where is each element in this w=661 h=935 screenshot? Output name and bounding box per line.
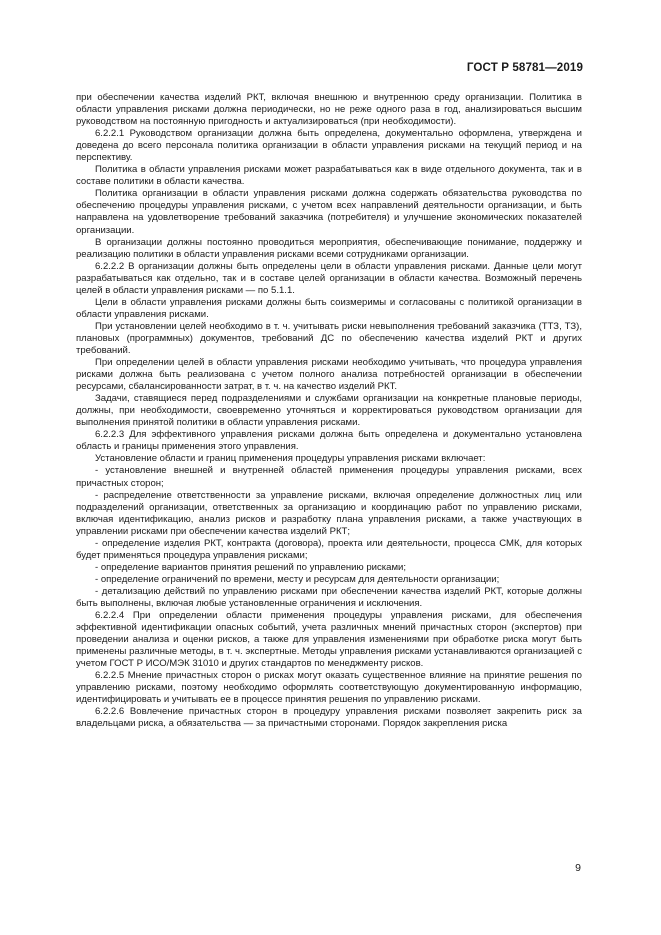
paragraph: Задачи, ставящиеся перед подразделениями и службами организации на конкретные плановые периоды, должны, при необходимости, своевременно уточняться и корректироваться руководством организации для выполнения принятой политики в области управления рисками. <box>76 393 582 429</box>
paragraph: при обеспечении качества изделий РКТ, включая внешнюю и внутреннюю среду организации. Политика в области управления рисками должна периодически, но не реже одного раза в год, анализироваться высшим руководством на постоянную пригодность и актуализироваться (при необходимости). <box>76 92 582 128</box>
list-item: - детализацию действий по управлению рисками при обеспечении качества изделий РКТ, которые должны быть выполнены, включая любые установленные ограничения и исключения. <box>76 585 582 609</box>
paragraph-6-2-2-1: 6.2.2.1 Руководством организации должна быть определена, документально оформлена, утверждена и доведена до всего персонала политика организации в области управления рисками на текущий период и на перспективу. <box>76 128 582 164</box>
paragraph: В организации должны постоянно проводиться мероприятия, обеспечивающие понимание, поддержку и реализацию политики в области управления рисками всеми сотрудниками организации. <box>76 236 582 260</box>
paragraph: Политика в области управления рисками может разрабатываться как в виде отдельного документа, так и в составе политики в области качества. <box>76 164 582 188</box>
paragraph-6-2-2-6: 6.2.2.6 Вовлечение причастных сторон в процедуру управления рисками позволяет закрепить риск за владельцами риска, а обязательства — за причастными сторонами. Порядок закрепления риска <box>76 706 582 730</box>
list-item: - определение вариантов принятия решений по управлению рисками; <box>95 561 406 573</box>
list-item: - установление внешней и внутренней областей применения процедуры управления рисками, всех причастных сторон; <box>76 465 582 489</box>
list-item: - определение ограничений по времени, месту и ресурсам для деятельности организации; <box>95 573 500 585</box>
paragraph: При определении целей в области управления рисками необходимо учитывать, что процедура управления рисками должна быть реализована с учетом полного анализа потребностей организации в обеспечении ресурсами, сбалансированности затрат, в т. ч. на качество изделий РКТ. <box>76 357 582 393</box>
paragraph-6-2-2-3: 6.2.2.3 Для эффективного управления рисками должна быть определена и документально установлена область и границы применения этого управления. <box>76 429 582 453</box>
paragraph: Политика организации в области управления рисками должна содержать обязательства руководства по обеспечению процедуры управления рисками, с учетом всех направлений деятельности организации, и быть направлена на удовлетворение требований заказчика (потребителя) и улучшение экономических показателей организации. <box>76 188 582 236</box>
paragraph: Установление области и границ применения процедуры управления рисками включает: <box>95 453 486 465</box>
paragraph: Цели в области управления рисками должны быть соизмеримы и согласованы с политикой организации в области управления рисками. <box>76 296 582 320</box>
body-text <box>76 92 582 730</box>
standard-code-header: ГОСТ Р 58781—2019 <box>466 61 583 74</box>
paragraph-6-2-2-4: 6.2.2.4 При определении области применения процедуры управления рисками, для обеспечения эффективной идентификации опасных событий, учета различных мнений причастных сторон (экспертов) при проведении анализа и оценки рисков, а также для управления изменениями при обработке риска могут быть применены различные методы, в т. ч. экспертные. Методы управления рисками устанавливаются организацией с учетом ГОСТ Р ИСО/МЭК 31010 и других стандартов по менеджменту рисков. <box>76 610 582 670</box>
list-item: - распределение ответственности за управление рисками, включая определение должностных лиц или подразделений организации, ответственных за организацию и координацию работ по управлению рисками, включая идентификацию, анализ рисков и разработку плана управления рисками, а также участвующих в управлении рисками при обеспечении качества изделий РКТ; <box>76 489 582 537</box>
paragraph-6-2-2-5: 6.2.2.5 Мнение причастных сторон о рисках могут оказать существенное влияние на принятие решения по управлению рисками, поэтому необходимо оформлять соответствующую документированную информацию, идентифицировать и учитывать ее в процессе принятия решения по управлению рисками. <box>76 670 582 706</box>
list-item: - определение изделия РКТ, контракта (договора), проекта или деятельности, процесса СМК, для которых будет применяться процедура управления рисками; <box>76 537 582 561</box>
paragraph-6-2-2-2: 6.2.2.2 В организации должны быть определены цели в области управления рисками. Данные цели могут разрабатываться как отдельно, так и в составе целей организации в области качества. Возможный перечень целей в области управления рисками — по 5.1.1. <box>76 260 582 296</box>
page-number: 9 <box>575 862 581 874</box>
paragraph: При установлении целей необходимо в т. ч. учитывать риски невыполнения требований заказчика (ТТЗ, ТЗ), плановых (программных) документов, требований ДС по обеспечению качества изделий РКТ и других требований. <box>76 320 582 356</box>
